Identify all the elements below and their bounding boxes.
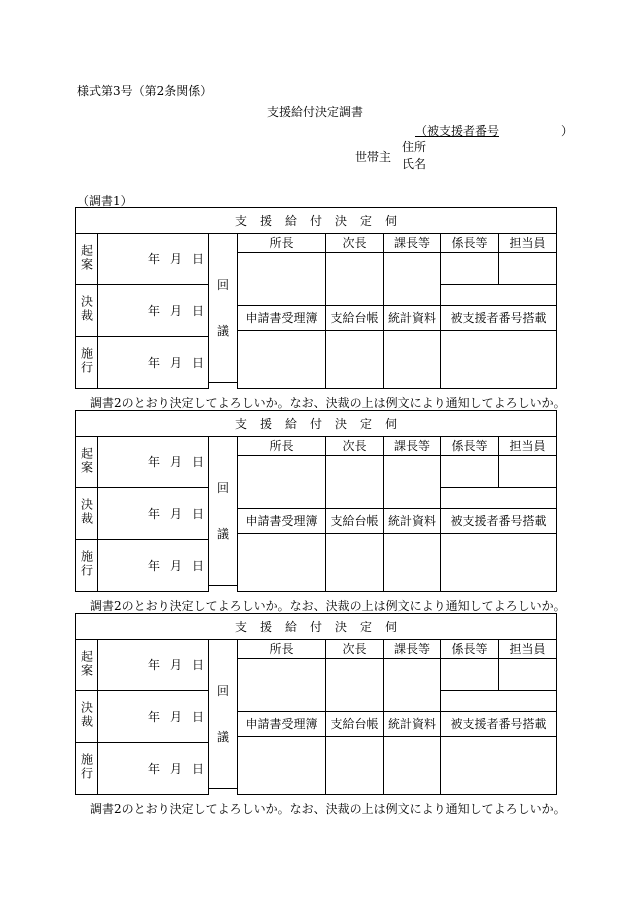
enforce-label-cell — [76, 540, 98, 592]
document-title: 支援給付決定調書 — [266, 105, 363, 119]
decision-date[interactable] — [98, 488, 209, 540]
seal-section-chief[interactable] — [384, 253, 441, 306]
draft-label-cell — [76, 437, 98, 488]
approver-director: 所長 — [238, 640, 326, 659]
check-recipient-number[interactable] — [441, 534, 557, 592]
draft-label-cell — [76, 640, 98, 691]
decision-date[interactable] — [98, 285, 209, 337]
record-payment-ledger: 支給台帳 — [326, 712, 384, 737]
month-label: 月 — [169, 658, 182, 672]
approver-director: 所長 — [238, 437, 326, 456]
seal-subsection-chief[interactable] — [441, 456, 499, 488]
day-label: 日 — [191, 761, 204, 776]
day-label: 日 — [191, 558, 204, 573]
decision-form-table — [75, 207, 557, 389]
consult-char-1: 回 — [216, 481, 229, 495]
draft-label: 起案 — [79, 243, 94, 272]
year-label: 年 — [147, 506, 160, 521]
approver-section-chief: 課長等 — [384, 234, 441, 253]
name-label: 氏名 — [402, 157, 427, 171]
record-payment-ledger: 支給台帳 — [326, 509, 384, 534]
month-label: 月 — [169, 506, 182, 521]
year-label: 年 — [147, 709, 160, 724]
record-application-register: 申請書受理簿 — [238, 306, 326, 331]
month-label: 月 — [169, 709, 182, 724]
check-application-register[interactable] — [238, 534, 326, 592]
approver-section-chief: 課長等 — [384, 640, 441, 659]
record-statistics: 統計資料 — [384, 509, 441, 534]
recipient-number-label: （被支援者番号 — [415, 124, 500, 138]
year-label: 年 — [147, 252, 160, 266]
consultation-label — [209, 640, 238, 789]
decision-form-table — [75, 410, 557, 592]
record-recipient-number: 被支援者番号搭載 — [441, 712, 557, 737]
seal-deputy[interactable] — [326, 456, 384, 509]
check-payment-ledger[interactable] — [326, 737, 384, 795]
enforce-label-cell — [76, 743, 98, 795]
check-statistics[interactable] — [384, 737, 441, 795]
draft-label-cell — [76, 234, 98, 285]
year-label: 年 — [147, 558, 160, 573]
draft-label: 起案 — [79, 649, 94, 678]
seal-director[interactable] — [238, 659, 326, 712]
instruction-note-1: 調書2のとおり決定してよろしいか。なお、決裁の上は例文により通知してよろしいか。 — [90, 396, 566, 410]
check-application-register[interactable] — [238, 737, 326, 795]
month-label: 月 — [169, 252, 182, 266]
record-recipient-number: 被支援者番号搭載 — [441, 509, 557, 534]
sheet-label: （調書1） — [77, 194, 133, 208]
enforce-label-cell — [76, 337, 98, 389]
approver-director: 所長 — [238, 234, 326, 253]
consultation-label — [209, 234, 238, 383]
decision-form-block-1 — [75, 207, 556, 389]
month-label: 月 — [169, 355, 182, 370]
draft-date[interactable] — [98, 437, 209, 488]
draft-date[interactable] — [98, 234, 209, 285]
seal-staff[interactable] — [499, 456, 557, 488]
record-application-register: 申請書受理簿 — [238, 712, 326, 737]
decision-date[interactable] — [98, 691, 209, 743]
approver-staff: 担当員 — [499, 640, 557, 659]
record-recipient-number: 被支援者番号搭載 — [441, 306, 557, 331]
instruction-note-2: 調書2のとおり決定してよろしいか。なお、決裁の上は例文により通知してよろしいか。 — [90, 599, 566, 613]
month-label: 月 — [169, 558, 182, 573]
year-label: 年 — [147, 455, 160, 469]
check-recipient-number[interactable] — [441, 331, 557, 389]
seal-staff[interactable] — [499, 253, 557, 285]
recipient-number-line — [415, 122, 573, 139]
decision-label: 決裁 — [79, 295, 94, 323]
seal-subsection-chief[interactable] — [441, 253, 499, 285]
consult-char-2: 議 — [216, 730, 229, 744]
day-label: 日 — [191, 355, 204, 370]
record-statistics: 統計資料 — [384, 306, 441, 331]
year-label: 年 — [147, 355, 160, 370]
seal-subsection-staff-bottom[interactable] — [441, 285, 557, 306]
decision-label: 決裁 — [79, 498, 94, 526]
month-label: 月 — [169, 455, 182, 469]
seal-director[interactable] — [238, 253, 326, 306]
enforce-label: 施行 — [79, 753, 94, 781]
day-label: 日 — [191, 709, 204, 724]
form-title: 支援給付決定伺 — [76, 208, 557, 234]
approver-staff: 担当員 — [499, 234, 557, 253]
check-recipient-number[interactable] — [441, 737, 557, 795]
decision-form-table — [75, 613, 557, 795]
approver-subsection-chief: 係長等 — [441, 437, 499, 456]
decision-label-cell — [76, 285, 98, 337]
consult-char-1: 回 — [216, 278, 229, 292]
seal-deputy[interactable] — [326, 659, 384, 712]
year-label: 年 — [147, 303, 160, 318]
approver-deputy: 次長 — [326, 640, 384, 659]
record-statistics: 統計資料 — [384, 712, 441, 737]
seal-subsection-staff-bottom[interactable] — [441, 691, 557, 712]
address-label: 住所 — [402, 140, 427, 154]
month-label: 月 — [169, 303, 182, 318]
day-label: 日 — [191, 658, 204, 672]
record-payment-ledger: 支給台帳 — [326, 306, 384, 331]
form-title: 支援給付決定伺 — [76, 411, 557, 437]
day-label: 日 — [191, 252, 204, 266]
day-label: 日 — [191, 506, 204, 521]
decision-label-cell — [76, 488, 98, 540]
consult-char-2: 議 — [216, 324, 229, 338]
approver-subsection-chief: 係長等 — [441, 234, 499, 253]
year-label: 年 — [147, 658, 160, 672]
record-application-register: 申請書受理簿 — [238, 509, 326, 534]
seal-director[interactable] — [238, 456, 326, 509]
seal-deputy[interactable] — [326, 253, 384, 306]
draft-date[interactable] — [98, 640, 209, 691]
year-label: 年 — [147, 761, 160, 776]
approver-subsection-chief: 係長等 — [441, 640, 499, 659]
consult-char-2: 議 — [216, 527, 229, 541]
decision-label-cell — [76, 691, 98, 743]
consultation-label — [209, 437, 238, 586]
enforce-date[interactable] — [98, 743, 209, 795]
check-statistics[interactable] — [384, 534, 441, 592]
draft-label: 起案 — [79, 446, 94, 475]
decision-form-block-2 — [75, 410, 556, 592]
instruction-note-3: 調書2のとおり決定してよろしいか。なお、決裁の上は例文により通知してよろしいか。 — [90, 802, 566, 816]
approver-deputy: 次長 — [326, 234, 384, 253]
seal-section-chief[interactable] — [384, 456, 441, 509]
check-payment-ledger[interactable] — [326, 534, 384, 592]
decision-label: 決裁 — [79, 701, 94, 729]
enforce-date[interactable] — [98, 540, 209, 592]
consult-char-1: 回 — [216, 684, 229, 698]
approver-staff: 担当員 — [499, 437, 557, 456]
householder-label: 世帯主 — [355, 150, 392, 164]
form-number: 様式第3号（第2条関係） — [77, 84, 213, 98]
check-application-register[interactable] — [238, 331, 326, 389]
decision-form-block-3 — [75, 613, 556, 795]
seal-subsection-staff-bottom[interactable] — [441, 488, 557, 509]
month-label: 月 — [169, 761, 182, 776]
enforce-date[interactable] — [98, 337, 209, 389]
recipient-number-close: ） — [561, 124, 574, 138]
seal-subsection-chief[interactable] — [441, 659, 499, 691]
check-statistics[interactable] — [384, 331, 441, 389]
seal-staff[interactable] — [499, 659, 557, 691]
enforce-label: 施行 — [79, 550, 94, 578]
enforce-label: 施行 — [79, 347, 94, 375]
day-label: 日 — [191, 303, 204, 318]
day-label: 日 — [191, 455, 204, 469]
approver-section-chief: 課長等 — [384, 437, 441, 456]
approver-deputy: 次長 — [326, 437, 384, 456]
seal-section-chief[interactable] — [384, 659, 441, 712]
check-payment-ledger[interactable] — [326, 331, 384, 389]
form-title: 支援給付決定伺 — [76, 614, 557, 640]
